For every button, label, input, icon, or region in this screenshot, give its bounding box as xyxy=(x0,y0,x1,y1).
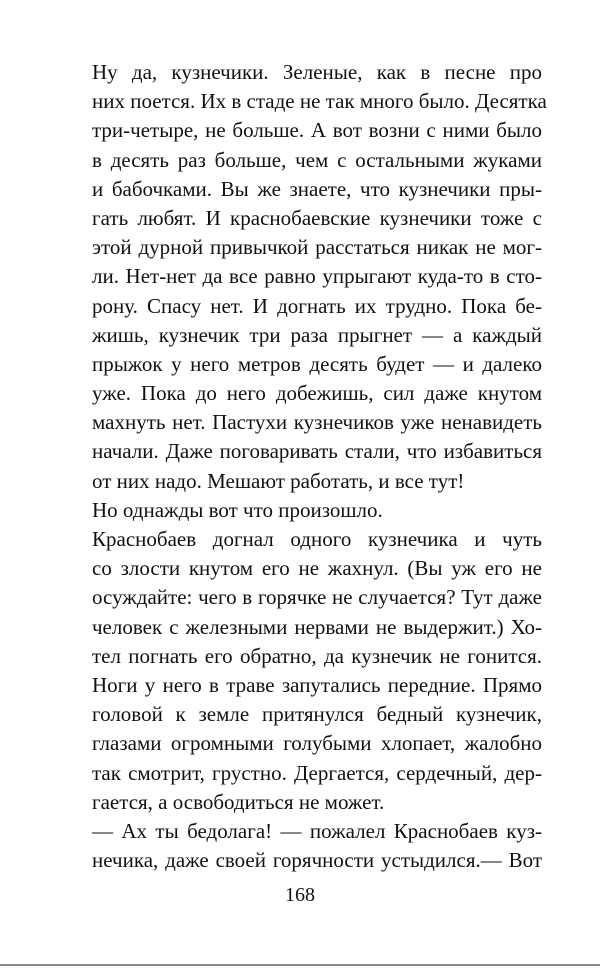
text-line: уже. Пока до него добежишь, сил даже кнутом xyxy=(92,381,542,406)
text-line: махнуть нет. Пастухи кузнечиков уже ненавидеть xyxy=(92,410,542,435)
text-line: головой к земле притянулся бедный кузнечик, xyxy=(92,702,542,727)
text-line: прыжок у него метров десять будет — и далеко xyxy=(92,351,542,376)
text-line: так смотрит, грустно. Дергается, сердечный, дер- xyxy=(92,760,542,785)
text-line: нечика, даже своей горячности устыдился.— Вот xyxy=(92,848,542,873)
text-line: глазами огромными голубыми хлопает, жалобно xyxy=(92,731,542,756)
text-line: от них надо. Мешают работать, и все тут! xyxy=(92,468,465,493)
text-line: них поется. Их в стаде не так много было. Десятка xyxy=(92,89,547,114)
text-line: тел погнать его обратно, да кузнечик не гонится. xyxy=(92,643,542,668)
text-line: жишь, кузнечик три раза прыгнет — а каждый xyxy=(92,322,542,347)
text-line: гать любят. И краснобаевские кузнечики тоже с xyxy=(92,205,542,230)
page-number: 168 xyxy=(285,884,315,906)
text-line: — Ах ты бедолага! — пожалел Краснобаев куз- xyxy=(92,818,542,843)
text-line: со злости кнутом его не жахнул. (Вы уж его не xyxy=(92,556,542,581)
text-line: Но однажды вот что произошло. xyxy=(92,497,383,522)
text-line: этой дурной привычкой расстаться никак не мог- xyxy=(92,235,542,260)
text-line: человек с железными нервами не выдержит.) Хо- xyxy=(92,614,542,639)
text-line: гается, а освободиться не может. xyxy=(92,789,385,814)
text-line: рону. Спасу нет. И догнать их трудно. Пока бе- xyxy=(92,293,542,318)
text-line: Ноги у него в траве запутались передние. Прямо xyxy=(92,672,542,697)
text-line: осуждайте: чего в горячке не случается? Тут даже xyxy=(92,585,542,610)
text-line: и бабочками. Вы же знаете, что кузнечики пры- xyxy=(92,176,542,201)
text-line: начали. Даже поговаривать стали, что избавиться xyxy=(92,439,542,464)
text-line: Ну да, кузнечики. Зеленые, как в песне про xyxy=(92,60,542,84)
text-line: Краснобаев догнал одного кузнечика и чуть xyxy=(92,527,542,551)
bottom-edge-rule xyxy=(0,964,600,966)
text-line: три-четыре, не больше. А вот возни с ними было xyxy=(92,118,542,143)
page-body-text xyxy=(92,58,547,875)
text-line: в десять раз больше, чем с остальными жуками xyxy=(92,147,542,172)
text-line: ли. Нет-нет да все равно упрыгают куда-то в сто- xyxy=(92,264,542,289)
